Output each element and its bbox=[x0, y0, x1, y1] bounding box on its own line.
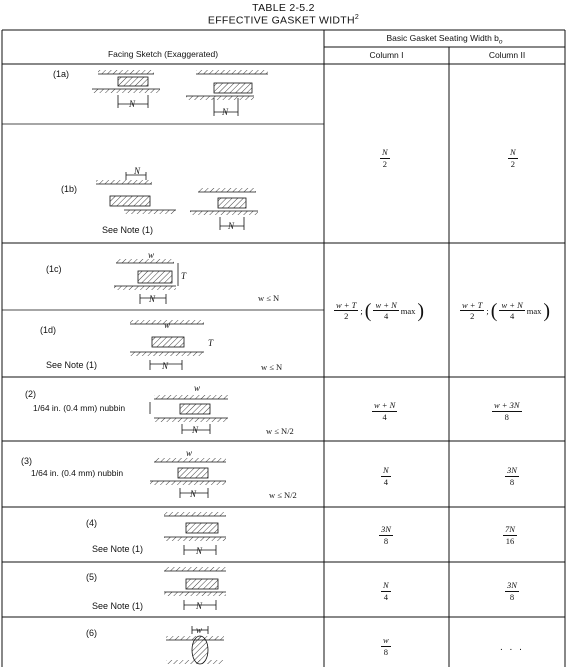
row-2-nubbin: 1/64 in. (0.4 mm) nubbin bbox=[33, 403, 126, 413]
row-1d-label: (1d) bbox=[40, 325, 57, 335]
r3-col1-numerator: N bbox=[383, 465, 389, 475]
r1-col2-value bbox=[508, 147, 518, 169]
dim-w-3: w bbox=[186, 448, 193, 458]
r2-col2-value bbox=[492, 400, 522, 422]
r5-col1-value bbox=[381, 580, 391, 602]
row-3-condition: w ≤ N/2 bbox=[269, 490, 297, 500]
basic-width-header bbox=[324, 33, 565, 46]
r1cd-col2-b-den: 4 bbox=[509, 311, 515, 321]
r2-col2-numerator: w + 3N bbox=[494, 400, 520, 410]
r4-col2-numerator: 7N bbox=[505, 524, 515, 534]
title-footnote-mark: 2 bbox=[354, 14, 360, 21]
r1cd-col1-a-den: 2 bbox=[344, 311, 349, 321]
dim-n-1a-left: N bbox=[129, 99, 136, 109]
r1-col1-value bbox=[380, 147, 390, 169]
row-1b-note: See Note (1) bbox=[102, 225, 154, 235]
r1cd-col1-b-den: 4 bbox=[383, 311, 389, 321]
dim-w-2: w bbox=[194, 383, 201, 393]
r4-col2-value bbox=[503, 524, 517, 546]
column-1-header: Column I bbox=[369, 50, 404, 60]
r1cd-col2-value: $\frac{w + T}{2}$ ; ( $\frac{w + N}{4}$ max ) bbox=[462, 299, 551, 322]
dim-w-1c: w bbox=[148, 250, 155, 260]
dim-n-2: N bbox=[192, 425, 199, 435]
r1cd-col2-a-den: 2 bbox=[470, 311, 475, 321]
dim-w-6: w bbox=[196, 625, 203, 635]
sketch-5 bbox=[164, 567, 226, 610]
r6-col1-denominator: 8 bbox=[383, 647, 388, 657]
r1cd-col2-a-num: w + T bbox=[462, 300, 483, 310]
r1-col1-denominator: 2 bbox=[382, 159, 387, 169]
row-3-label: (3) bbox=[21, 456, 32, 466]
r2-col1-denominator: 4 bbox=[382, 412, 387, 422]
row-1d-condition: w ≤ N bbox=[261, 362, 283, 372]
row-5-label: (5) bbox=[86, 572, 97, 582]
r4-col1-value bbox=[379, 524, 393, 546]
r5-col2-value bbox=[505, 580, 519, 602]
r4-col2-denominator: 16 bbox=[505, 536, 515, 546]
row-5-note: See Note (1) bbox=[92, 601, 144, 611]
dim-t-1c: T bbox=[181, 271, 187, 281]
row-4-label: (4) bbox=[86, 518, 97, 528]
r1cd-col1-max: max bbox=[400, 305, 416, 316]
r1cd-col2-b-num: w + N bbox=[501, 300, 523, 310]
dim-n-4: N bbox=[196, 546, 203, 556]
r3-col1-denominator: 4 bbox=[383, 477, 388, 487]
row-2-label: (2) bbox=[25, 389, 36, 399]
row-4-note: See Note (1) bbox=[92, 544, 144, 554]
r4-col1-denominator: 8 bbox=[383, 536, 389, 546]
r3-col1-value bbox=[381, 465, 391, 487]
row-1d-note: See Note (1) bbox=[46, 360, 98, 370]
r1-col2-numerator: N bbox=[510, 147, 516, 157]
sketch-1c bbox=[114, 259, 178, 304]
r3-col2-denominator: 8 bbox=[509, 477, 515, 487]
dim-n-1a-right: N bbox=[222, 107, 229, 117]
r5-col1-denominator: 4 bbox=[383, 592, 388, 602]
r1cd-col1-b-num: w + N bbox=[375, 300, 397, 310]
r2-col2-denominator: 8 bbox=[504, 412, 509, 422]
sketch-1a-left bbox=[92, 70, 160, 108]
r2-col1-value bbox=[372, 400, 397, 422]
row-6-label: (6) bbox=[86, 628, 97, 638]
sketch-1b-right bbox=[190, 188, 258, 230]
table-number: TABLE 2-5.2 bbox=[252, 2, 315, 14]
basic-width-header-text: Basic Gasket Seating Width b bbox=[386, 33, 499, 43]
r6-col2-value: . . . bbox=[500, 642, 524, 653]
r3-col2-value bbox=[505, 465, 519, 487]
dim-n-1c: N bbox=[149, 294, 156, 304]
r5-col2-numerator: 3N bbox=[507, 580, 517, 590]
sketch-3 bbox=[150, 458, 226, 498]
dim-n-3: N bbox=[190, 489, 197, 499]
r1-col1-numerator: N bbox=[382, 147, 388, 157]
r1cd-col1-a-num: w + T bbox=[336, 300, 357, 310]
row-1c-condition: w ≤ N bbox=[258, 293, 280, 303]
sketch-1b-left bbox=[96, 172, 176, 214]
row-1b-label: (1b) bbox=[61, 184, 78, 194]
row-3-nubbin: 1/64 in. (0.4 mm) nubbin bbox=[31, 468, 124, 478]
dim-w-1d: w bbox=[164, 320, 171, 330]
r2-col1-numerator: w + N bbox=[374, 400, 396, 410]
sketch-4 bbox=[164, 512, 226, 555]
row-1a-label: (1a) bbox=[53, 69, 70, 79]
dim-n-1b-left: N bbox=[134, 166, 141, 176]
column-2-header: Column II bbox=[488, 50, 526, 60]
dim-n-5: N bbox=[196, 601, 203, 611]
r1cd-col1-value: $\frac{w + T}{2}$ ; ( $\frac{w + N}{4}$ max ) bbox=[336, 299, 425, 322]
facing-sketch-header: Facing Sketch (Exaggerated) bbox=[107, 49, 219, 59]
r1-col2-denominator: 2 bbox=[510, 159, 515, 169]
r6-col1-value bbox=[381, 635, 391, 657]
r4-col1-numerator: 3N bbox=[381, 524, 391, 534]
sketch-2 bbox=[150, 395, 228, 434]
basic-width-subscript: o bbox=[498, 38, 503, 46]
row-1c-label: (1c) bbox=[46, 264, 62, 274]
r3-col2-numerator: 3N bbox=[507, 465, 517, 475]
row-2-condition: w ≤ N/2 bbox=[266, 426, 294, 436]
r1cd-col2-sep: ; bbox=[486, 305, 489, 316]
dim-n-1b-right: N bbox=[228, 221, 235, 231]
r1cd-col2-max: max bbox=[526, 305, 542, 316]
sketch-6 bbox=[166, 626, 224, 664]
dim-t-1d: T bbox=[208, 338, 214, 348]
r1cd-col1-sep: ; bbox=[360, 305, 363, 316]
table-title-text: EFFECTIVE GASKET WIDTH bbox=[207, 14, 355, 27]
r6-col1-numerator: w bbox=[383, 635, 389, 645]
r5-col1-numerator: N bbox=[383, 580, 389, 590]
dim-n-1d: N bbox=[162, 361, 169, 371]
r5-col2-denominator: 8 bbox=[509, 592, 515, 602]
